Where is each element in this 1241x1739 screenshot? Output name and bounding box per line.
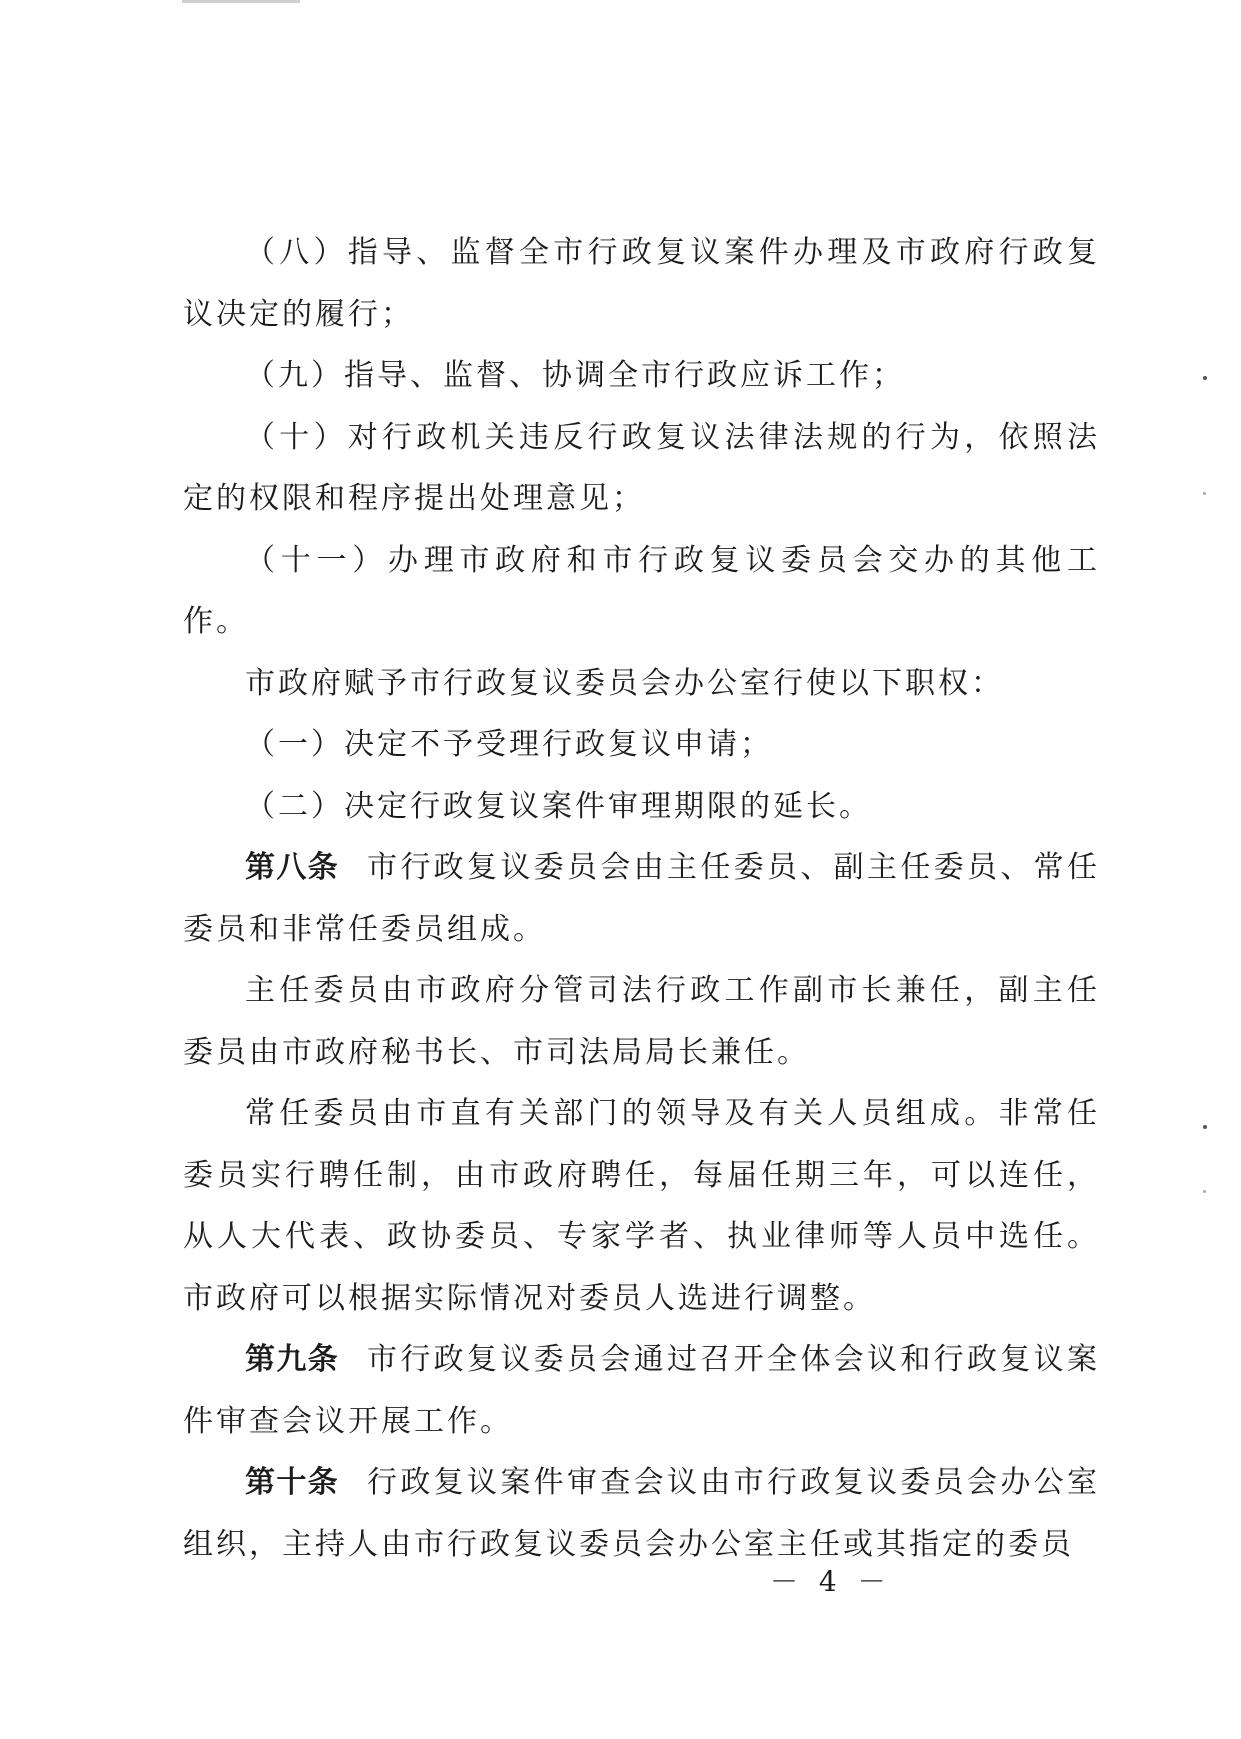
page-number: － 4 － (770, 1565, 892, 1598)
paragraph-text: 市政府赋予市行政复议委员会办公室行使以下职权： (245, 665, 1004, 701)
paragraph-text: （九）指导、监督、协调全市行政应诉工作； (245, 358, 905, 393)
scan-speck (1203, 1125, 1207, 1129)
paragraph-article-9 (183, 1329, 1100, 1452)
paragraph-chair-members (183, 960, 1100, 1083)
paragraph-text: 主任委员由市政府分管司法行政工作副市长兼任，副主任委员由市政府秘书长、市司法局局长兼任。 (183, 973, 1100, 1070)
paragraph-text: 常任委员由市直有关部门的领导及有关人员组成。非常任委员实行聘任制，由市政府聘任，每届任期三年，可以连任，从人大代表、政协委员、专家学者、执业律师等人员中选任。市政府可以根据实际情况对委员人选进行调整。 (183, 1096, 1100, 1316)
paragraph-article-10 (183, 1452, 1100, 1575)
paragraph-text: （一）决定不予受理行政复议申请； (245, 727, 773, 762)
paragraph-text: （二）决定行政复议案件审理期限的延长。 (245, 788, 872, 824)
article-heading: 第八条 (245, 850, 339, 885)
scan-speck (1203, 376, 1207, 380)
paragraph-text: 市行政复议委员会由主任委员、副主任委员、常任委员和非常任委员组成。 (183, 850, 1100, 947)
scan-edge-mark (182, 0, 300, 3)
paragraph-standing-members (183, 1083, 1100, 1329)
paragraph-text: （十）对行政机关违反行政复议法律法规的行为，依照法定的权限和程序提出处理意见； (183, 419, 1100, 516)
paragraph-article-8 (183, 837, 1100, 960)
paragraph-power-1 (183, 714, 1100, 776)
paragraph-item-10 (183, 407, 1100, 530)
paragraph-powers-intro (183, 653, 1100, 715)
paragraph-text: （十一）办理市政府和市行政复议委员会交办的其他工作。 (183, 542, 1100, 639)
paragraph-item-8 (183, 222, 1100, 345)
document-body (183, 222, 1100, 1575)
article-heading: 第十条 (245, 1465, 339, 1500)
paragraph-power-2 (183, 776, 1100, 838)
scan-speck (1203, 492, 1206, 495)
paragraph-text: 市行政复议委员会通过召开全体会议和行政复议案件审查会议开展工作。 (183, 1342, 1100, 1439)
scan-speck (1203, 1190, 1206, 1193)
paragraph-item-9 (183, 345, 1100, 407)
paragraph-text: 行政复议案件审查会议由市行政复议委员会办公室组织，主持人由市行政复议委员会办公室主任或其指定的委员 (183, 1465, 1100, 1562)
article-heading: 第九条 (245, 1342, 339, 1377)
paragraph-text: （八）指导、监督全市行政复议案件办理及市政府行政复议决定的履行； (183, 235, 1100, 332)
paragraph-item-11 (183, 530, 1100, 653)
